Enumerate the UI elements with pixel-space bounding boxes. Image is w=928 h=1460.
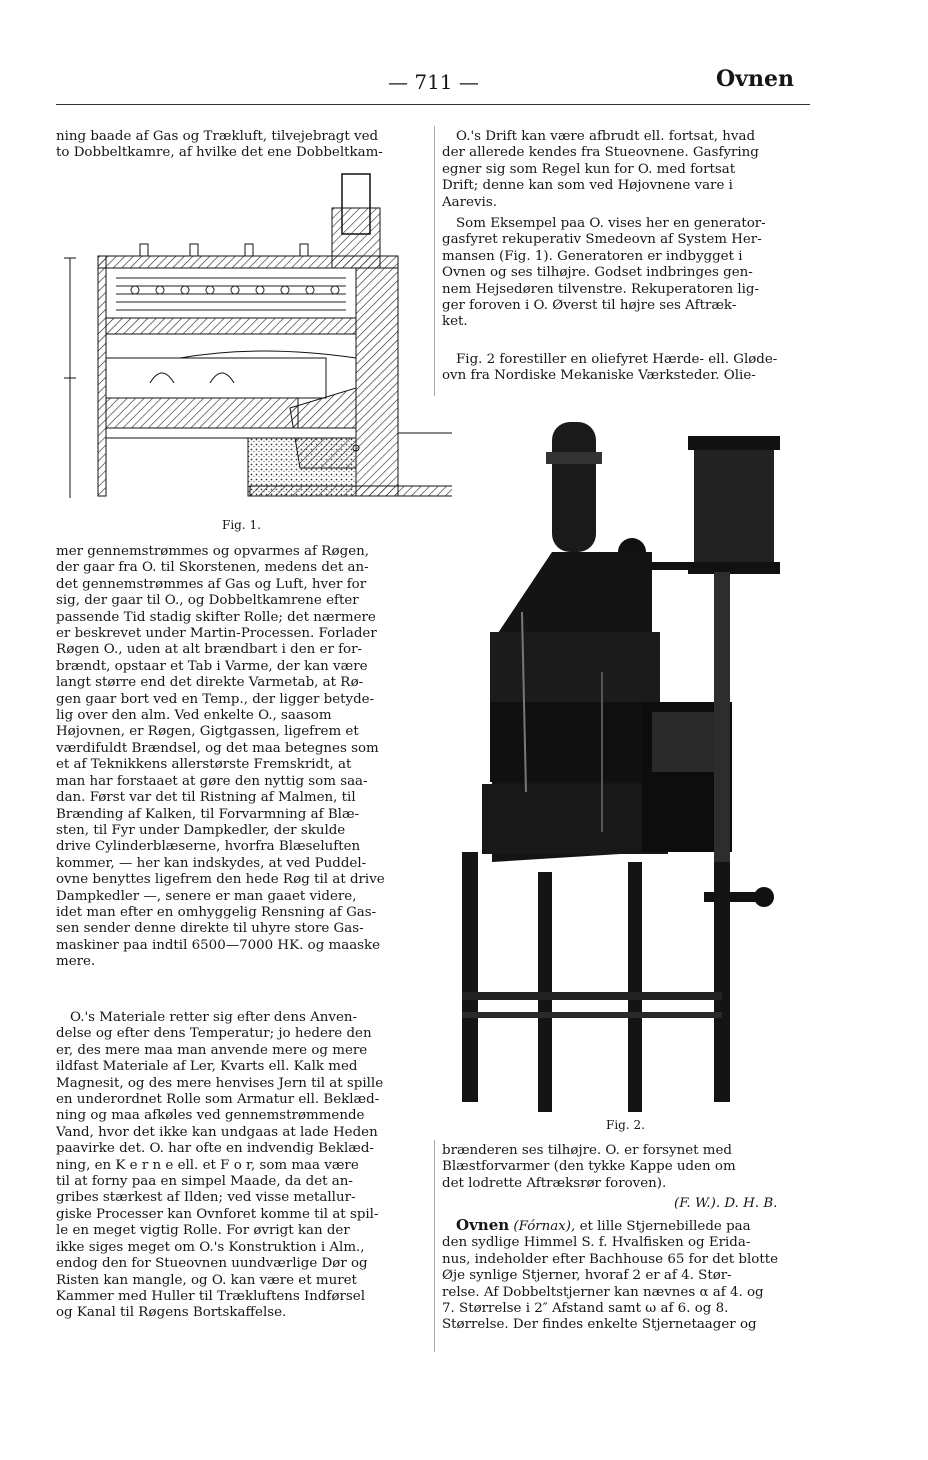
text-line: ger foroven i O. Øverst til højre ses Aftræk- (442, 298, 737, 314)
text-line: lig over den alm. Ved enkelte O., saasom (56, 708, 332, 724)
ovnen-first-line (442, 1217, 810, 1235)
text-line: Blæstforvarmer (den tykke Kappe uden om (442, 1159, 736, 1175)
text-line: egner sig som Regel kun for O. med fortsat (442, 161, 736, 177)
text-line: gen gaar bort ved en Temp., der ligger betyde- (56, 691, 375, 707)
text-line: Som Eksempel paa O. vises her en generator- (456, 216, 766, 231)
text-line: ovne benyttes ligefrem den hede Røg til at drive (56, 872, 385, 888)
text-line: langt større end det direkte Varmetab, at Rø- (56, 675, 364, 691)
figure-2-caption: Fig. 2. (606, 1118, 645, 1132)
column-rule-bottom (434, 1140, 435, 1352)
text-line: maskiner paa indtil 6500—7000 HK. og maaske (56, 937, 381, 953)
text-line: brændt, opstaar et Tab i Varme, der kan være (56, 658, 368, 674)
text-line: O.'s Materiale retter sig efter dens Anven- (70, 1010, 358, 1025)
text-line: ikke siges meget om O.'s Konstruktion i Alm., (56, 1239, 365, 1255)
ovnen-entry (442, 1217, 810, 1334)
text-line: ning baade af Gas og Trækluft, tilvejebragt ved (56, 129, 379, 144)
author-attribution: (F. W.). D. H. B. (674, 1196, 778, 1211)
left-top-paragraph (56, 129, 426, 162)
right-example-paragraph (442, 216, 810, 331)
text-line: værdifuldt Brændsel, og det maa betegnes som (56, 740, 379, 756)
running-head: Ovnen (716, 66, 794, 92)
text-line: ovn fra Nordiske Mekaniske Værksteder. Olie- (442, 368, 756, 384)
right-fig2-intro (442, 352, 810, 385)
text-line: Øje synlige Stjerner, hvoraf 2 er af 4. Stør- (442, 1268, 732, 1284)
text-line: Røgen O., uden at alt brændbart i den er for- (56, 642, 363, 658)
text-line: delse og efter dens Temperatur; jo hedere den (56, 1026, 372, 1042)
text-line: drive Cylinderblæserne, hvorfra Blæseluften (56, 839, 361, 855)
figure-1-caption: Fig. 1. (222, 518, 261, 532)
text-line: relse. Af Dobbeltstjerner kan nævnes α af 4. og (442, 1284, 764, 1300)
page-number: — 711 — (388, 70, 479, 94)
text-line: Ovnen og ses tilhøjre. Godset indbringes gen- (442, 265, 753, 281)
text-line: Størrelse. Der findes enkelte Stjernetaager og (442, 1317, 757, 1333)
text-line: dan. Først var det til Ristning af Malmen, til (56, 790, 356, 806)
entry-headword: Ovnen (456, 1216, 510, 1234)
text-line: mer gennemstrømmes og opvarmes af Røgen, (56, 544, 369, 559)
text-line: sen sender denne direkte til uhyre store Gas- (56, 921, 364, 937)
text-line: endog den for Stueovnen uundværlige Dør og (56, 1256, 368, 1272)
header-rule (56, 104, 810, 105)
text-line: mere. (56, 954, 96, 970)
text-line: et af Teknikkens allerstørste Fremskridt, at (56, 757, 352, 773)
text-line: 7. Størrelse i 2″ Afstand samt ω af 6. og 8. (442, 1301, 729, 1317)
text-line: nem Hejsedøren tilvenstre. Rekuperatoren lig- (442, 281, 759, 297)
text-line: Dampkedler —, senere er man gaaet videre, (56, 888, 357, 904)
text-line: Fig. 2 forestiller en oliefyret Hærde- ell. Gløde- (456, 352, 778, 367)
text-line: mansen (Fig. 1). Generatoren er indbygget i (442, 248, 743, 264)
text-line: Risten kan mangle, og O. kan være et muret (56, 1272, 357, 1288)
text-line: le en meget vigtig Rolle. For øvrigt kan der (56, 1223, 350, 1239)
left-material-paragraph (56, 1010, 426, 1322)
text-line: Højovnen, er Røgen, Gigtgassen, ligefrem et (56, 724, 359, 740)
text-line: idet man efter en omhyggelig Rensning af Gas- (56, 904, 377, 920)
text-line: Aarevis. (442, 194, 497, 210)
text-line: den sydlige Himmel S. f. Hvalfisken og Erida- (442, 1235, 751, 1251)
figure-2-oil-furnace-photo (452, 412, 814, 1122)
entry-latin-name: (Fórnax), (513, 1219, 576, 1234)
text-line: sig, der gaar til O., og Dobbeltkamrene efter (56, 593, 359, 609)
text-line: det gennemstrømmes af Gas og Luft, hver for (56, 576, 367, 592)
text-line: nus, indeholder efter Bachhouse 65 for det blotte (442, 1251, 779, 1267)
text-line: er, des mere maa man anvende mere og mere (56, 1042, 368, 1058)
text-line: Drift; denne kan som ved Højovnene vare i (442, 178, 733, 194)
text-line: ildfast Materiale af Ler, Kvarts ell. Kalk med (56, 1059, 358, 1075)
text-line: gribes stærkest af Ilden; ved visse metallur- (56, 1190, 356, 1206)
text-line: der allerede kendes fra Stueovnene. Gasfyring (442, 145, 759, 161)
text-line: paavirke det. O. har ofte en indvendig Beklæd- (56, 1141, 374, 1157)
text-line: det lodrette Aftræksrør foroven). (442, 1175, 667, 1191)
text-line: der gaar fra O. til Skorstenen, medens det an- (56, 560, 369, 576)
text-line: er beskrevet under Martin-Processen. Forlader (56, 626, 377, 642)
right-top-paragraph (442, 129, 810, 211)
text-line: kommer, — her kan indskydes, at ved Puddel- (56, 855, 367, 871)
right-after-fig2 (442, 1143, 810, 1192)
text-line: passende Tid stadig skifter Rolle; det nærmere (56, 609, 376, 625)
text-line: Vand, hvor det ikke kan undgaas at lade Heden (56, 1124, 378, 1140)
text-line: sten, til Fyr under Dampkedler, der skulde (56, 822, 346, 838)
text-line: ning og maa afkøles ved gennemstrømmende (56, 1108, 365, 1124)
text-line: brænderen ses tilhøjre. O. er forsynet med (442, 1143, 732, 1158)
text-line: Kammer med Huller til Trækluftens Indførsel (56, 1288, 366, 1304)
left-body-paragraph (56, 544, 426, 971)
text-line: gasfyret rekuperativ Smedeovn af System Her- (442, 232, 762, 248)
text-line: og Kanal til Røgens Bortskaffelse. (56, 1305, 287, 1321)
text-line: to Dobbeltkamre, af hvilke det ene Dobbeltkam- (56, 145, 383, 161)
text-line: giske Processer kan Ovnforet komme til at spil- (56, 1206, 379, 1222)
entry-first-line-rest: et lille Stjernebillede paa (579, 1219, 751, 1234)
text-line: Magnesit, og des mere henvises Jern til at spille (56, 1075, 384, 1091)
text-line: en underordnet Rolle som Armatur ell. Beklæd- (56, 1092, 380, 1108)
text-line: ning, en K e r n e ell. et F o r, som maa være (56, 1157, 359, 1173)
text-line: til at forny paa en simpel Maade, da det an- (56, 1174, 353, 1190)
text-line: ket. (442, 314, 468, 330)
text-line: man har forstaaet at gøre den nyttig som saa- (56, 773, 368, 789)
text-line: Brænding af Kalken, til Forvarmning af Blæ- (56, 806, 360, 822)
text-line: O.'s Drift kan være afbrudt ell. fortsat, hvad (456, 129, 756, 144)
